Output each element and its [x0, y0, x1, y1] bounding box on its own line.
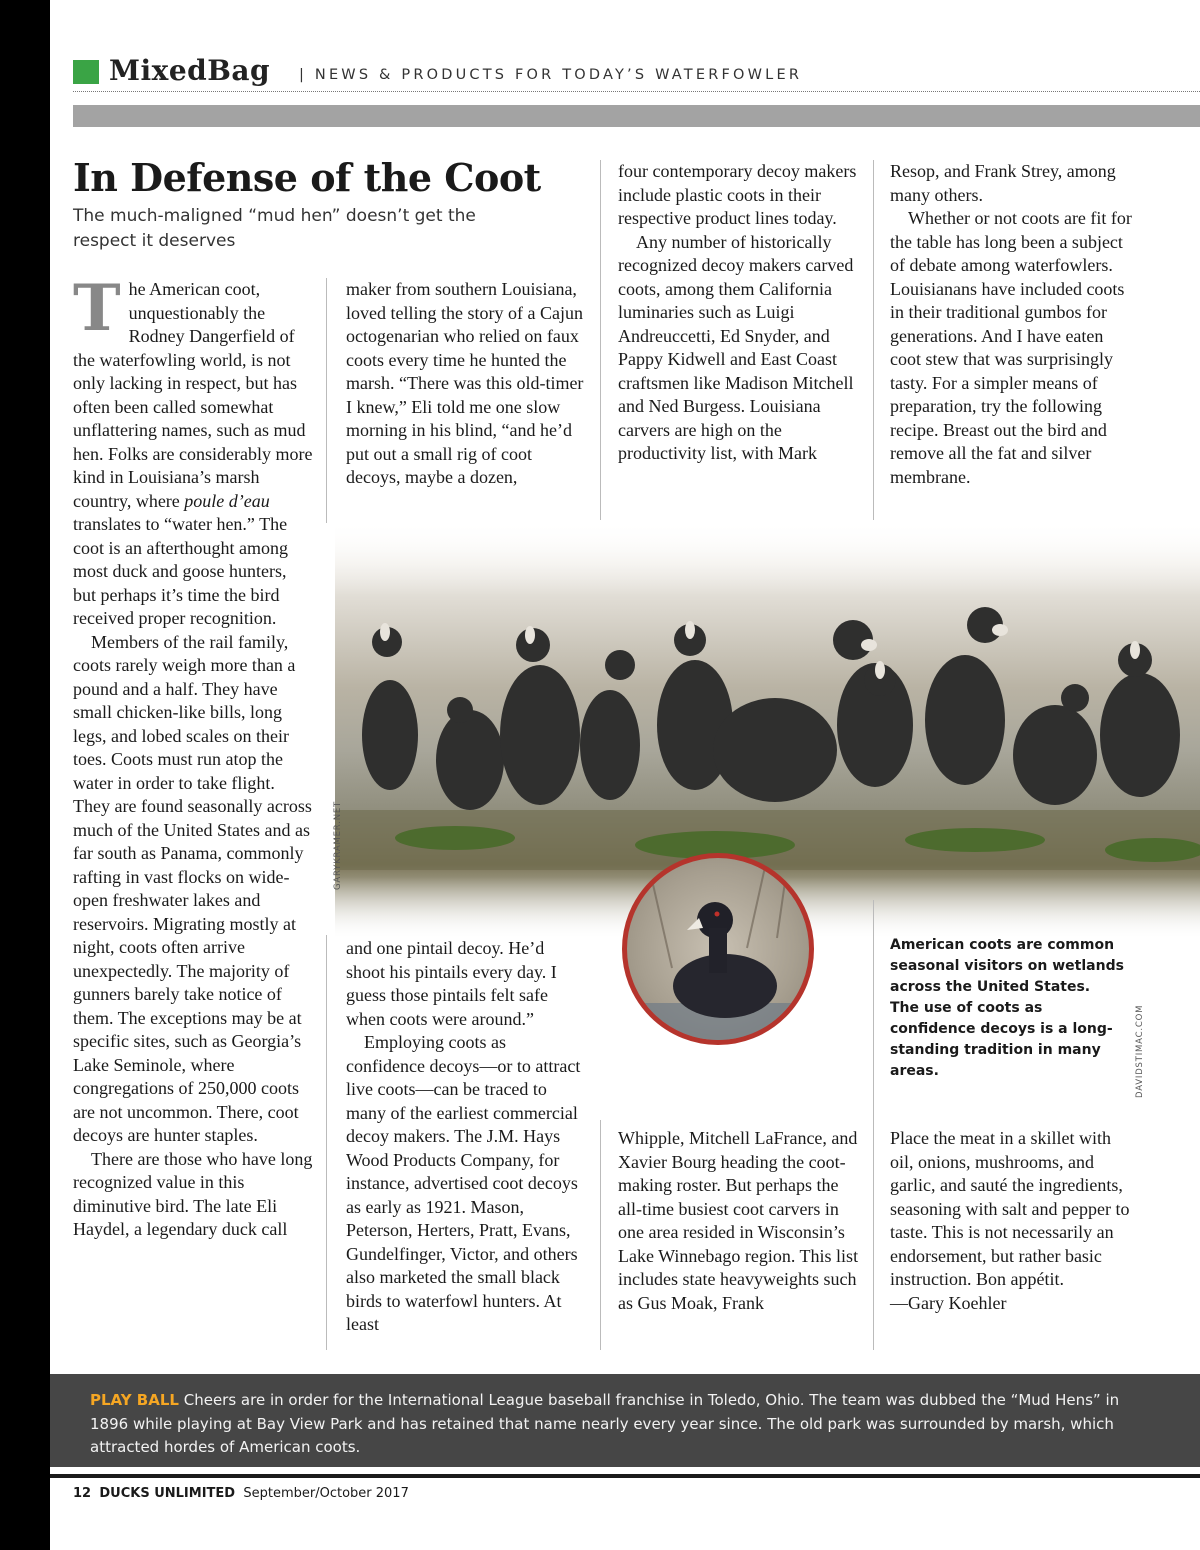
column-rule — [326, 935, 327, 1350]
play-ball-label: PLAY BALL — [90, 1391, 179, 1409]
header-gray-bar — [73, 105, 1200, 127]
photo-credit-main: GARYKRAMER.NET — [333, 800, 343, 890]
paragraph: Place the meat in a skillet with oil, onions, mushrooms, and garlic, and sauté the ingredients, seasoning with salt and pepper to taste. This is not necessarily an endorsement, but rather basic instruction. Bon appétit. — [890, 1128, 1130, 1289]
column-rule — [326, 278, 327, 523]
paragraph: Any number of historically recognized decoy makers carved coots, among them California luminaries such as Luigi Andreuccetti, Ed Snyder, and Pappy Kidwell and East Coast craftsmen like Madison Mitchell and Ned Burgess. Louisiana carvers are high on the productivity list, with Mark — [618, 231, 854, 463]
section-brand: MixedBag — [109, 54, 271, 87]
header-dotted-rule — [73, 91, 1200, 92]
paragraph: Members of the rail family, coots rarely weigh more than a pound and a half. They have small chicken-like bills, long legs, and lobed scales on their toes. Coots must run atop the water in order to take flight. They are found seasonally across much of the United States and as far south as Panama, commonly rafting in vast flocks on wide-open freshwater lakes and reservoirs. Migrating mostly at night, coots often arrive unexpectedly. The majority of gunners barely take notice of them. The exceptions may be at specific sites, such as Georgia’s Lake Seminole, where congregations of 250,000 coots are not uncommon. There, coot decoys are hunter staples. — [73, 631, 312, 1145]
article-title: In Defense of the Coot — [73, 155, 541, 200]
paragraph: Whipple, Mitchell LaFrance, and Xavier Bourg heading the coot-making roster. But perhaps the all-time busiest coot carvers in one area resided in Wisconsin’s Lake Winnebago region. This list includes state heavyweights such as Gus Moak, Frank — [618, 1128, 859, 1313]
caption-line: The use of coots as confidence decoys is a long-standing tradition in many areas. — [890, 1000, 1113, 1079]
issue-date: September/October 2017 — [243, 1486, 409, 1501]
photo-credit-inset: DAVIDSTIMAC.COM — [1135, 1004, 1145, 1098]
paragraph: There are those who have long recognized value in this diminutive bird. The late Eli Haydel, a legendary duck call — [73, 1148, 313, 1239]
drop-cap: T — [73, 271, 121, 346]
article-column-2-bottom — [346, 937, 586, 1337]
paragraph: Whether or not coots are fit for the table has long been a subject of debate among waterfowlers. Louisianans have included coots in their traditional gumbos for generations. And I have eaten coot stew that was surprisingly tasty. For a simpler means of preparation, try the following recipe. Breast out the bird and remove all the fat and silver membrane. — [890, 208, 1132, 487]
section-marker-icon — [73, 60, 99, 84]
page-footer — [73, 1486, 409, 1501]
coot-inset-photo — [622, 853, 814, 1045]
caption-line: American coots are common seasonal visitors on wetlands across the United States. — [890, 937, 1124, 995]
author-signature: —Gary Koehler — [890, 1292, 1007, 1313]
article-subtitle: The much-maligned “mud hen” doesn’t get the respect it deserves — [73, 206, 476, 251]
article-column-2-top — [346, 278, 586, 490]
article-column-4-bottom — [890, 1127, 1135, 1315]
section-tagline: | NEWS & PRODUCTS FOR TODAY’S WATERFOWLER — [299, 67, 803, 83]
footer-rule — [50, 1474, 1200, 1478]
magazine-name: DUCKS UNLIMITED — [99, 1486, 236, 1501]
article-column-1 — [73, 271, 313, 1242]
article-column-3-bottom — [618, 1127, 863, 1315]
paragraph: and one pintail decoy. He’d shoot his pintails every day. I guess those pintails felt safe when coots were around.” — [346, 938, 557, 1029]
coot-swimming-illustration — [627, 858, 809, 1040]
column-rule — [600, 160, 601, 520]
photo-caption — [890, 935, 1130, 1082]
paragraph: four contemporary decoy makers include plastic coots in their respective product lines today. — [618, 161, 857, 228]
play-ball-text: Cheers are in order for the International League baseball franchise in Toledo, Ohio. The team was dubbed the “Mud Hens” in 1896 while playing at Bay View Park and has retained that name nearly every year since. The old park was surrounded by marsh, which attracted hordes of American coots. — [90, 1391, 1120, 1456]
play-ball-sidebar — [50, 1374, 1200, 1467]
paragraph: maker from southern Louisiana, loved telling the story of a Cajun octogenarian who relied on faux coots every time he hunted the marsh. “There was this old-timer I knew,” Eli told me one slow morning in his blind, “and he’d put out a small rig of coot decoys, maybe a dozen, — [346, 279, 584, 487]
article-column-3-top — [618, 160, 863, 466]
column-rule — [873, 160, 874, 520]
column-rule — [873, 900, 874, 1350]
page-number: 12 — [73, 1486, 92, 1501]
section-header — [73, 54, 1200, 94]
paragraph: Resop, and Frank Strey, among many others. — [890, 161, 1116, 205]
column-rule — [600, 1120, 601, 1350]
article-column-4-top — [890, 160, 1135, 489]
paragraph: The American coot, unquestionably the Rodney Dangerfield of the waterfowling world, is not only lacking in respect, but has often been called somewhat unflattering names, such as mud hen. Folks are considerably more kind in Louisiana’s marsh country, where poule d’eau translates to “water hen.” The coot is an afterthought among most duck and goose hunters, but perhaps it’s time the bird received proper recognition. — [73, 271, 313, 628]
paragraph: Employing coots as confidence decoys—or to attract live coots—can be traced to many of the earliest commercial decoy makers. The J.M. Hays Wood Products Company, for instance, advertised coot decoys as early as 1921. Mason, Peterson, Herters, Pratt, Evans, Gundelfinger, Victor, and others also marketed the small black birds to waterfowl hunters. At least — [346, 1032, 581, 1334]
page-binding-edge — [0, 0, 50, 1550]
